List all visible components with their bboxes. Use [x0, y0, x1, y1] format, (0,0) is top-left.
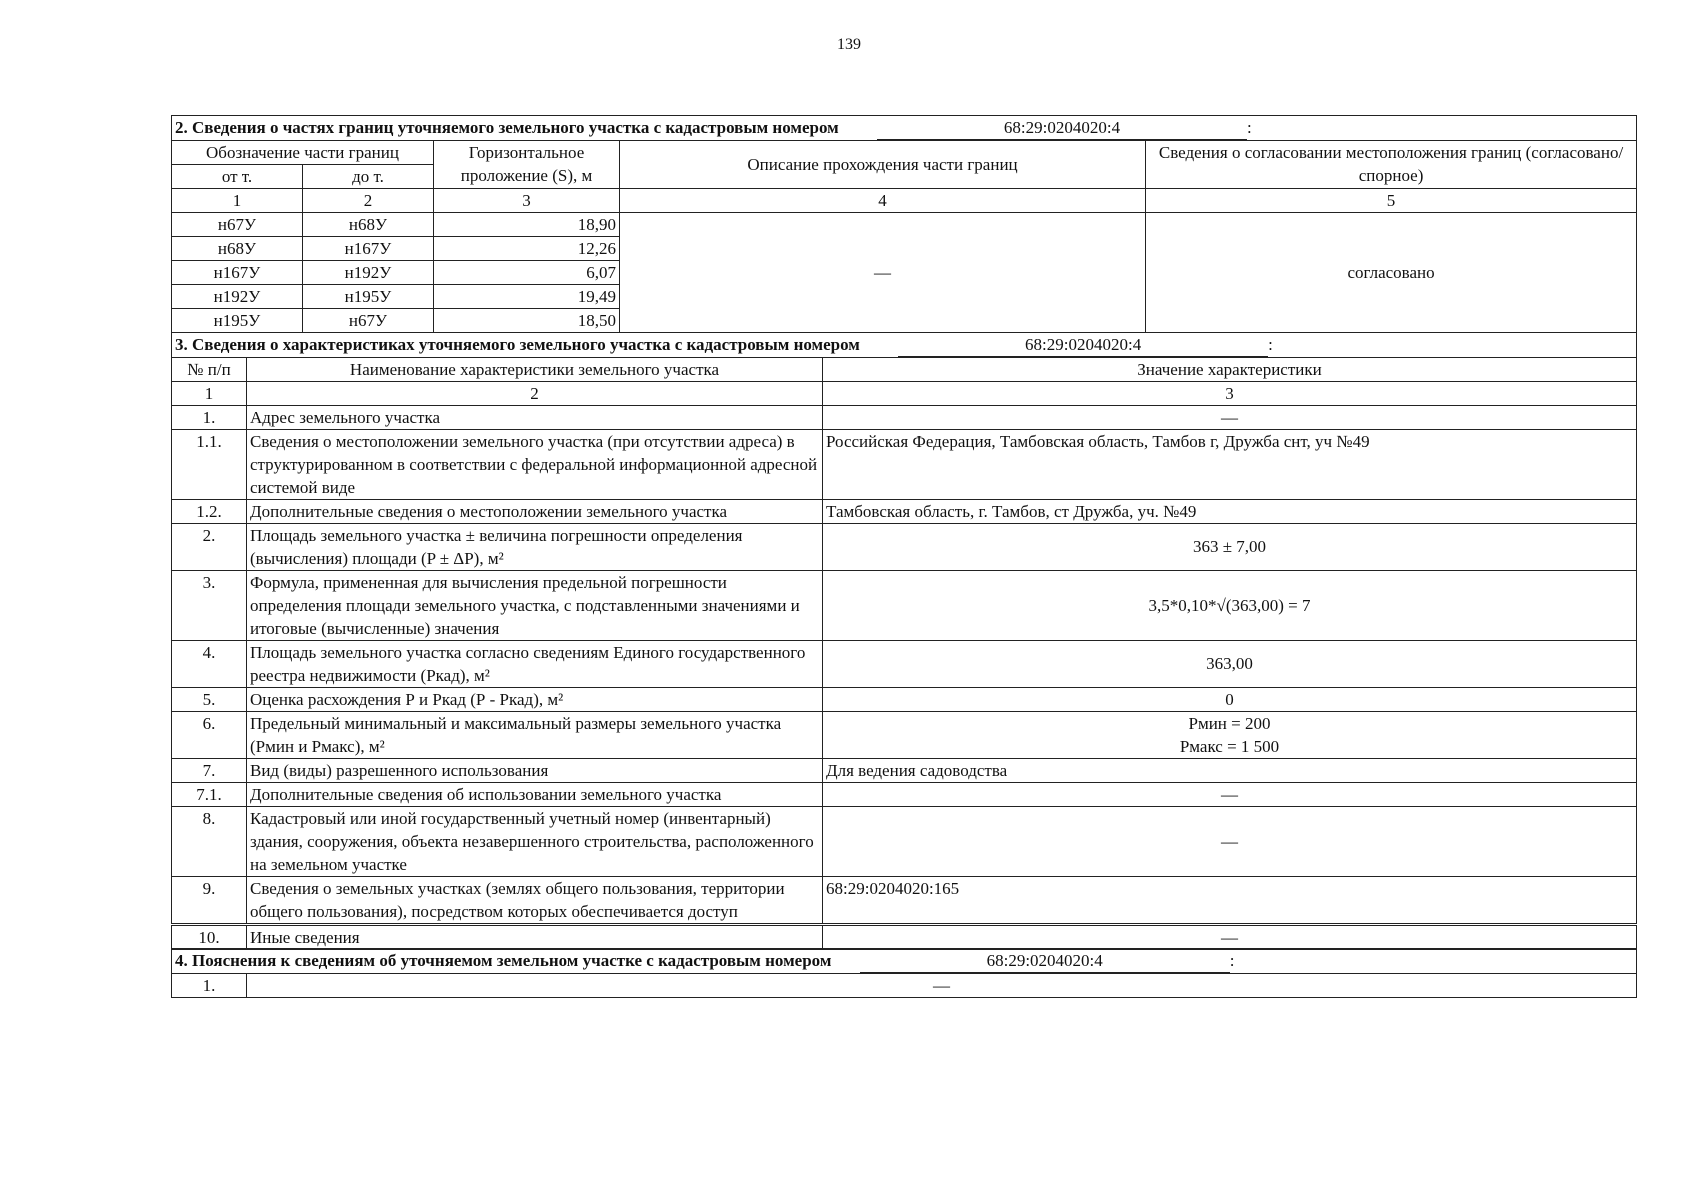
- from-point: н68У: [172, 237, 303, 261]
- to-point: н192У: [303, 261, 434, 285]
- section3-title: 3. Сведения о характеристиках уточняемого земельного участка с кадастровым номером: [175, 334, 860, 354]
- col-number: 2: [247, 381, 823, 405]
- section4-title: 4. Пояснения к сведениям об уточняемом земельном участке с кадастровым номером: [175, 951, 832, 970]
- table-row: [172, 429, 1637, 499]
- table-row: [172, 876, 1637, 924]
- header-num: № п/п: [172, 357, 247, 381]
- to-point: н167У: [303, 237, 434, 261]
- page-number: 139: [837, 36, 861, 53]
- row-number: 2.: [172, 523, 247, 570]
- characteristic-value: Тамбовская область, г. Тамбов, ст Дружба, уч. №49: [823, 499, 1637, 523]
- characteristic-name: Кадастровый или иной государственный учетный номер (инвентарный) здания, сооружения, объекта незавершенного строительства, расположенного на земельном участке: [247, 806, 823, 876]
- header-name: Наименование характеристики земельного участка: [247, 357, 823, 381]
- characteristic-value: 3,5*0,10*√(363,00) = 7: [823, 570, 1637, 640]
- row-number: 10.: [172, 924, 247, 949]
- section2-title: 2. Сведения о частях границ уточняемого земельного участка с кадастровым номером: [175, 118, 839, 137]
- characteristic-value: 0: [823, 687, 1637, 711]
- characteristic-value: —: [823, 782, 1637, 806]
- characteristic-name: Площадь земельного участка ± величина погрешности определения (вычисления) площади (P ± ΔP), м²: [247, 523, 823, 570]
- section2-title-row: [172, 116, 1637, 141]
- horizontal-distance: 18,90: [434, 213, 620, 237]
- table-row: [172, 758, 1637, 782]
- row-number: 1.: [172, 405, 247, 429]
- table-row: [172, 924, 1637, 949]
- horizontal-distance: 12,26: [434, 237, 620, 261]
- characteristic-value: —: [823, 924, 1637, 949]
- row-number: 5.: [172, 687, 247, 711]
- header-to-point: до т.: [303, 165, 434, 189]
- characteristic-name: Иные сведения: [247, 924, 823, 949]
- explanation-value: —: [247, 974, 1637, 998]
- header-from-point: от т.: [172, 165, 303, 189]
- to-point: н195У: [303, 285, 434, 309]
- from-point: н67У: [172, 213, 303, 237]
- characteristic-name: Дополнительные сведения об использовании земельного участка: [247, 782, 823, 806]
- max-size-value: Рмакс = 1 500: [1179, 736, 1280, 756]
- table-row: [172, 213, 1637, 237]
- section3-table: [171, 332, 1637, 950]
- row-number: 9.: [172, 876, 247, 924]
- section4-title-row: [172, 949, 1637, 974]
- section3-title-row: [172, 332, 1637, 357]
- characteristic-value: 363,00: [823, 640, 1637, 687]
- characteristic-name: Вид (виды) разрешенного использования: [247, 758, 823, 782]
- section2-table: [171, 115, 1637, 333]
- section4-colon: :: [1229, 951, 1235, 970]
- section3-colon: :: [1268, 334, 1273, 354]
- characteristic-value: 363 ± 7,00: [823, 523, 1637, 570]
- header-agreement: Сведения о согласовании местоположения границ (согласовано/спорное): [1146, 141, 1637, 189]
- col-number: 5: [1146, 189, 1637, 213]
- table-row: [172, 499, 1637, 523]
- characteristic-value: 68:29:0204020:165: [823, 876, 1637, 924]
- row-number: 7.1.: [172, 782, 247, 806]
- section2-colon: :: [1247, 118, 1252, 137]
- agreement-value: согласовано: [1146, 213, 1637, 333]
- min-size-value: Рмин = 200: [1188, 713, 1271, 733]
- description-value: —: [620, 213, 1146, 333]
- characteristic-name: Формула, примененная для вычисления предельной погрешности определения площади земельного участка, с подставленными значениями и итоговые (вычисленные) значения: [247, 570, 823, 640]
- row-number: 7.: [172, 758, 247, 782]
- characteristic-value: —: [823, 806, 1637, 876]
- table-row: [172, 974, 1637, 998]
- table-row: [172, 687, 1637, 711]
- header-value: Значение характеристики: [823, 357, 1637, 381]
- header-part-designation: Обозначение части границ: [172, 141, 434, 165]
- characteristic-value-cell: [823, 711, 1637, 758]
- row-number: 4.: [172, 640, 247, 687]
- row-number: 1.2.: [172, 499, 247, 523]
- from-point: н167У: [172, 261, 303, 285]
- characteristic-name: Площадь земельного участка согласно сведениям Единого государственного реестра недвижимости (Ркад), м²: [247, 640, 823, 687]
- characteristic-name: Оценка расхождения Р и Ркад (Р - Ркад), м²: [247, 687, 823, 711]
- col-number: 1: [172, 381, 247, 405]
- from-point: н192У: [172, 285, 303, 309]
- horizontal-distance: 6,07: [434, 261, 620, 285]
- col-number: 3: [434, 189, 620, 213]
- table-row: [172, 806, 1637, 876]
- section3-cadastral-number: 68:29:0204020:4: [898, 333, 1268, 357]
- row-number: 1.: [172, 974, 247, 998]
- characteristic-value: Для ведения садоводства: [823, 758, 1637, 782]
- col-number: 1: [172, 189, 303, 213]
- characteristic-name: Предельный минимальный и максимальный размеры земельного участка (Рмин и Рмакс), м²: [247, 711, 823, 758]
- col-number: 4: [620, 189, 1146, 213]
- to-point: н68У: [303, 213, 434, 237]
- header-description: Описание прохождения части границ: [620, 141, 1146, 189]
- header-horizontal: Горизонтальное проложение (S), м: [434, 141, 620, 189]
- horizontal-distance: 19,49: [434, 285, 620, 309]
- horizontal-distance: 18,50: [434, 309, 620, 333]
- table-row: [172, 523, 1637, 570]
- section4-table: [171, 948, 1637, 998]
- section4-cadastral-number: 68:29:0204020:4: [860, 949, 1230, 973]
- col-number: 3: [823, 381, 1637, 405]
- to-point: н67У: [303, 309, 434, 333]
- characteristic-name: Сведения о местоположении земельного участка (при отсутствии адреса) в структурированном в соответствии с федеральной информационной адресной системой виде: [247, 429, 823, 499]
- section2-cadastral-number: 68:29:0204020:4: [877, 116, 1247, 140]
- row-number: 1.1.: [172, 429, 247, 499]
- row-number: 3.: [172, 570, 247, 640]
- characteristic-value: Российская Федерация, Тамбовская область, Тамбов г, Дружба снт, уч №49: [823, 429, 1637, 499]
- table-row: [172, 782, 1637, 806]
- table-row: [172, 570, 1637, 640]
- characteristic-name: Адрес земельного участка: [247, 405, 823, 429]
- characteristic-name: Дополнительные сведения о местоположении земельного участка: [247, 499, 823, 523]
- table-row: [172, 640, 1637, 687]
- col-number: 2: [303, 189, 434, 213]
- table-row: [172, 711, 1637, 758]
- row-number: 6.: [172, 711, 247, 758]
- characteristic-name: Сведения о земельных участках (землях общего пользования, территории общего пользования), посредством которых обеспечивается доступ: [247, 876, 823, 924]
- row-number: 8.: [172, 806, 247, 876]
- document-body: [171, 115, 1636, 998]
- from-point: н195У: [172, 309, 303, 333]
- characteristic-value: —: [823, 405, 1637, 429]
- table-row: [172, 405, 1637, 429]
